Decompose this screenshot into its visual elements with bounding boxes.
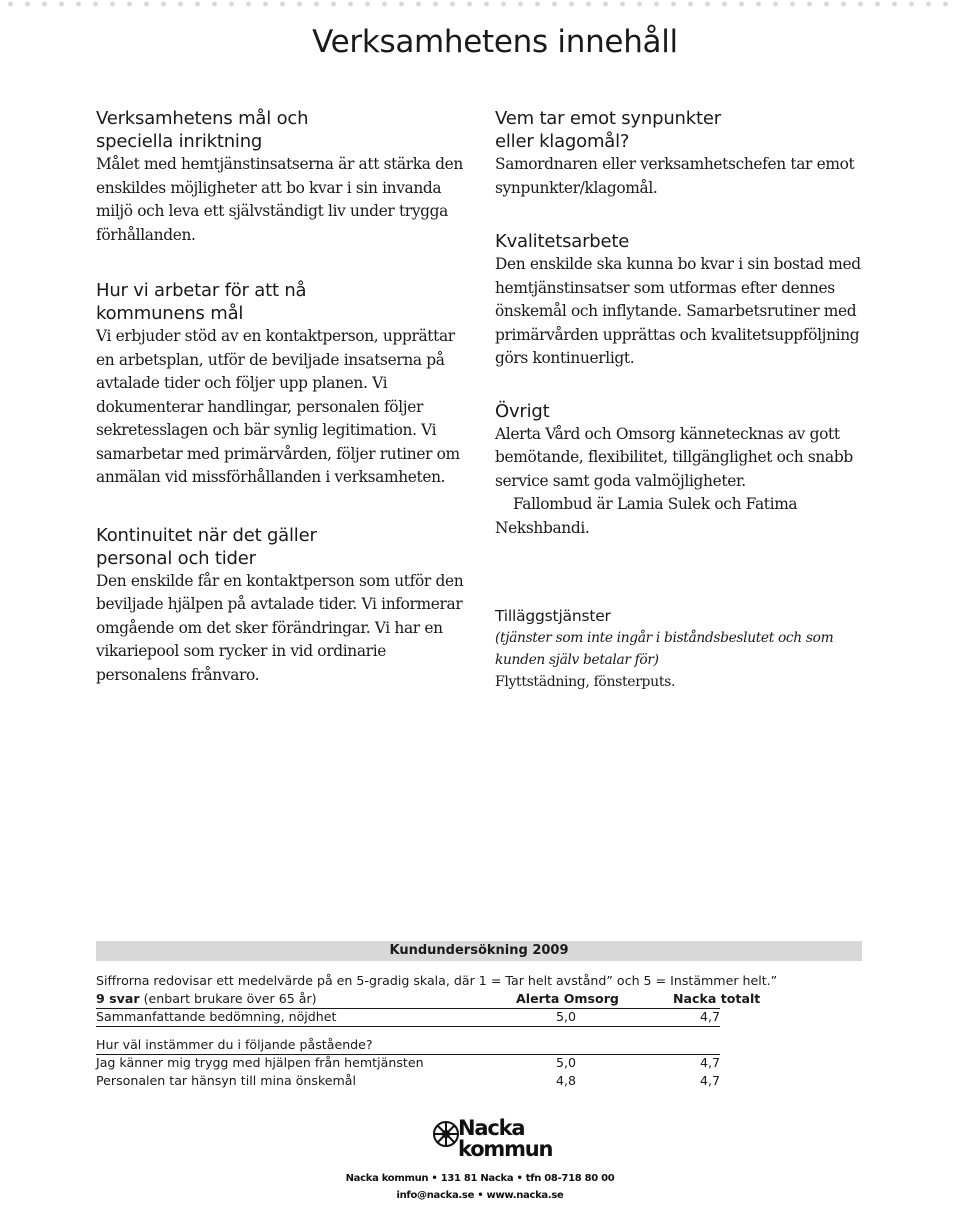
logo-line: kommun <box>458 1137 553 1161</box>
section-text: Fallombud är Lamia Sulek och Fatima Nekshbandi. <box>495 495 798 537</box>
survey-row-label: Jag känner mig trygg med hjälpen från hemtjänsten <box>96 1055 424 1070</box>
footer-address: Nacka kommun • 131 81 Nacka • tfn 08-718 80 00 <box>345 1173 615 1184</box>
survey-row <box>96 1054 876 1072</box>
section-extra-services <box>495 605 875 693</box>
heading-line: eller klagomål? <box>495 131 630 152</box>
survey-value-alerta: 5,0 <box>556 1055 577 1070</box>
section-text: Samordnaren eller verksamhetschefen tar emot synpunkter/klagomål. <box>495 155 855 197</box>
heading-line: Kontinuitet när det gäller <box>96 524 317 546</box>
survey-value-alerta: 4,8 <box>556 1073 577 1088</box>
respondents-count: 9 svar <box>96 991 140 1006</box>
heading-line: personal och tider <box>96 547 256 569</box>
page-title: Verksamhetens innehåll <box>312 24 678 60</box>
survey-intro: Siffrorna redovisar ett medelvärde på en 5-gradig skala, där 1 = Tar helt avstånd” och 5 = Instämmer helt.” <box>96 973 778 988</box>
survey-rows-b <box>96 1054 876 1090</box>
section-heading <box>96 107 476 153</box>
section-heading <box>96 524 476 570</box>
section-heading <box>96 279 476 325</box>
section-complaints <box>495 107 875 200</box>
section-other <box>495 400 875 541</box>
section-quality <box>495 230 875 371</box>
heading-line: Vem tar emot synpunkter <box>495 108 721 129</box>
section-heading: Övrigt <box>495 400 550 422</box>
survey-value-nacka: 4,7 <box>700 1055 721 1070</box>
survey-title: Kundundersökning 2009 <box>96 941 862 961</box>
section-note: (tjänster som inte ingår i biståndsbeslutet och som kunden själv betalar för) <box>495 630 834 668</box>
section-text: Vi erbjuder stöd av en kontaktperson, upprättar en arbetsplan, utför de beviljade insatserna på avtalade tider och följer upp planen. Vi dokumenterar handlingar, personalen följer sekretesslagen och bär synlig legitimation. Vi samarbetar med primärvården, följer rutiner om anmälan vid missförhållanden i verksamheten. <box>96 327 460 486</box>
survey-header-row <box>96 990 876 1008</box>
survey-rows-a <box>96 1008 876 1026</box>
nacka-logo <box>432 1116 553 1168</box>
survey-row <box>96 1008 876 1026</box>
section-text: Flyttstädning, fönsterputs. <box>495 674 676 690</box>
section-heading <box>495 107 875 153</box>
logo-line: Nacka <box>458 1116 525 1140</box>
survey-value-alerta: 5,0 <box>556 1009 577 1024</box>
section-text: Den enskilde ska kunna bo kvar i sin bostad med hemtjänstinsatser som utformas efter dennes önskemål och inflytande. Samarbetsrutiner med primärvården upprättas och kvalitetsuppföljning görs kontinuerligt. <box>495 255 861 367</box>
section-heading: Tilläggstjänster <box>495 607 611 625</box>
footer-contact: info@nacka.se • www.nacka.se <box>396 1190 564 1201</box>
survey-row-label: Personalen tar hänsyn till mina önskemål <box>96 1073 357 1088</box>
survey-question: Hur väl instämmer du i följande påstående? <box>96 1037 373 1052</box>
heading-line: Verksamhetens mål och <box>96 108 309 129</box>
section-continuity <box>96 524 476 688</box>
section-goals <box>96 107 476 247</box>
divider <box>96 1026 720 1027</box>
section-text: Målet med hemtjänstinsatserna är att stärka den enskildes möjligheter att bo kvar i sin invanda miljö och leva ett självständigt liv under trygga förhållanden. <box>96 155 463 244</box>
survey-row <box>96 1072 876 1090</box>
column-header-nacka: Nacka totalt <box>673 991 761 1006</box>
section-text: Alerta Vård och Omsorg kännetecknas av gott bemötande, flexibilitet, tillgänglighet och snabb service samt goda valmöjligheter. <box>495 424 853 490</box>
survey-value-nacka: 4,7 <box>700 1073 721 1088</box>
section-heading: Kvalitetsarbete <box>495 231 630 252</box>
left-column <box>96 107 476 687</box>
top-dot-border <box>0 0 960 8</box>
section-how-we-work <box>96 279 476 490</box>
respondents-note: (enbart brukare över 65 år) <box>143 991 317 1006</box>
heading-line: speciella inriktning <box>96 131 263 152</box>
logo-wordmark <box>458 1118 552 1160</box>
survey-value-nacka: 4,7 <box>700 1009 721 1024</box>
nacka-emblem-icon <box>432 1120 460 1148</box>
survey-row-label: Sammanfattande bedömning, nöjdhet <box>96 1009 337 1024</box>
right-column <box>495 107 875 693</box>
section-text: Den enskilde får en kontaktperson som utför den beviljade hjälpen på avtalade tider. Vi informerar omgående om det sker förändringar. Vi har en vikariepool som rycker in vid ordinarie personalens frånvaro. <box>96 571 464 684</box>
heading-line: kommunens mål <box>96 303 244 324</box>
column-header-alerta: Alerta Omsorg <box>516 991 619 1006</box>
survey-table <box>96 972 876 1090</box>
heading-line: Hur vi arbetar för att nå <box>96 280 307 301</box>
